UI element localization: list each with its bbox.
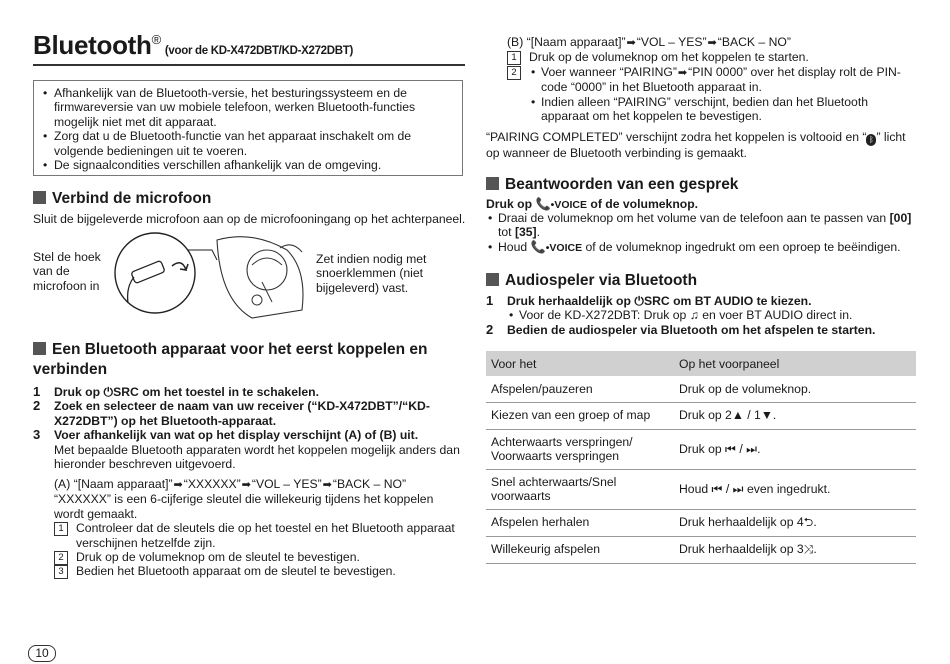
audio-step-1: 1 Druk herhaaldelijk op ⏻SRC om BT AUDIO te kiezen. xyxy=(486,293,812,308)
mic-text: Sluit de bijgeleverde microfoon aan op de microfooningang op het achterpaneel. xyxy=(33,212,466,226)
answer-lead: Druk op 📞•VOICE of de volumeknop. xyxy=(486,197,699,211)
arrow-right-icon: ➡ xyxy=(322,479,332,491)
column-header: Op het voorpaneel xyxy=(674,351,916,376)
step-2: 2 Zoek en selecteer de naam van uw receiver (“KD-X472DBT”/“KD-X272DBT”) op het Bluetooth-apparaat. xyxy=(33,398,430,428)
step-3: 3 Voer afhankelijk van wat op het display verschijnt (A) of (B) uit. Met bepaalde Bluetooth apparaten wordt het koppelen mogelijk anders dan hieronder beschreven uitgevoerd. xyxy=(33,427,460,472)
arrow-right-icon: ➡ xyxy=(707,37,717,49)
option-a-substep-2: 2 Druk op de volumeknop om de sleutel te bevestigen. xyxy=(54,550,474,564)
table-header-row xyxy=(486,351,916,376)
music-note-icon: ♫ xyxy=(689,308,699,323)
power-icon: ⏻ xyxy=(634,294,644,308)
option-a-substep-1: 1 Controleer dat de sleutels die op het toestel en het Bluetooth apparaat verschijnen hetzelfde zijn. xyxy=(54,521,474,550)
step-1: 1 Druk op ⏻SRC om het toestel in te schakelen. xyxy=(33,384,319,399)
table-row: Snel achterwaarts/Snel voorwaarts Houd ⏮ / ⏭ even ingedrukt. xyxy=(486,469,916,509)
option-b-substep-1: 1 Druk op de volumeknop om het koppelen te starten. xyxy=(507,50,917,64)
section-heading-answer: Beantwoorden van een gesprek xyxy=(486,175,738,195)
option-a-substep-3: 3 Bedien het Bluetooth apparaat om de sleutel te bevestigen. xyxy=(54,564,474,578)
arrow-right-icon: ➡ xyxy=(626,37,636,49)
table-row: Afspelen/pauzeren Druk op de volumeknop. xyxy=(486,376,916,402)
title-divider xyxy=(33,64,465,66)
phone-icon: 📞 xyxy=(530,239,546,254)
audio-step-2: 2 Bedien de audiospeler via Bluetooth om het afspelen te starten. xyxy=(486,321,876,337)
arrow-right-icon: ➡ xyxy=(677,66,688,79)
section-heading-audio: Audiospeler via Bluetooth xyxy=(486,271,697,291)
microphone-illustration xyxy=(112,230,312,322)
answer-bullets xyxy=(486,211,916,255)
mic-label-right: Zet indien nodig met snoerklemmen (niet bijgeleverd) vast. xyxy=(316,252,427,295)
page-title: Bluetooth®(voor de KD-X472DBT/KD-X272DBT) xyxy=(33,30,354,60)
notes-box xyxy=(33,80,463,176)
arrow-right-icon: ➡ xyxy=(241,479,251,491)
note-item: • Zorg dat u de Bluetooth-functie van het apparaat inschakelt om de volgende bedieningen uit te voeren. xyxy=(54,129,454,158)
column-header: Voor het xyxy=(486,351,674,376)
audio-step-1-note: • Voor de KD-X272DBT: Druk op ♫ en voer BT AUDIO direct in. xyxy=(507,308,916,322)
option-a-note: “XXXXXX” is een 6-cijferige sleutel die willekeurig tijdens het koppelen wordt gemaakt. xyxy=(54,492,434,521)
phone-icon: 📞 xyxy=(535,197,551,211)
table-row: Achterwaarts verspringen/ Voorwaarts verspringen Druk op ⏮ / ⏭. xyxy=(486,429,916,469)
table-row: Kiezen van een groep of map Druk op 2▲ / 1▼. xyxy=(486,402,916,429)
option-b xyxy=(507,35,917,123)
arrow-right-icon: ➡ xyxy=(173,479,183,491)
power-icon: ⏻ xyxy=(103,385,114,399)
section-heading-pairing: Een Bluetooth apparaat voor het eerst koppelen en verbinden xyxy=(33,341,428,378)
pairing-completed-text: “PAIRING COMPLETED” verschijnt zodra het koppelen is voltooid en “ ᛒ ” licht op wanneer de Bluetooth verbinding is gemaakt. xyxy=(486,130,906,160)
option-b-substep-2: 2 • Voer wanneer “PAIRING”➡“PIN 0000” over het display rolt de PIN-code “0000” in het Bluetooth apparaat in. • Indien alleen “PAIRING” verschijnt, bedien dan het Bluetooth apparaat om het koppelen te bevestigen. xyxy=(507,65,917,124)
note-item: • De signaalcondities verschillen afhankelijk van de omgeving. xyxy=(54,158,454,172)
model-subtitle: (voor de KD-X472DBT/KD-X272DBT) xyxy=(164,45,354,57)
option-b-sequence: (B) “[Naam apparaat]”➡“VOL – YES”➡“BACK – NO” xyxy=(507,35,791,49)
option-a-sequence: (A) “[Naam apparaat]”➡“XXXXXX”➡“VOL – YES”➡“BACK – NO” xyxy=(54,477,407,491)
table-row: Afspelen herhalen Druk herhaaldelijk op 4⮌. xyxy=(486,509,916,536)
section-heading-microphone: Verbind de microfoon xyxy=(33,189,211,209)
note-item: • Afhankelijk van de Bluetooth-versie, het besturingssysteem en de firmwareversie van uw mobiele telefoon, werken Bluetooth-functies mogelijk niet met dit apparaat. xyxy=(54,86,454,129)
option-a xyxy=(54,477,474,579)
table-row: Willekeurig afspelen Druk herhaaldelijk op 3⤨. xyxy=(486,536,916,563)
operations-table xyxy=(486,351,916,564)
bluetooth-icon: ᛒ xyxy=(866,134,876,146)
pairing-steps xyxy=(33,385,473,471)
answer-bullet-end-call: • Houd 📞•VOICE of de volumeknop ingedrukt om een oproep te beëindigen. xyxy=(486,240,916,255)
mic-label-left: Stel de hoek van de microfoon in xyxy=(33,250,101,293)
answer-bullet-volume: • Draai de volumeknop om het volume van de telefoon aan te passen van [00] tot [35]. xyxy=(486,211,916,240)
audio-steps xyxy=(486,294,916,337)
page-number: 10 xyxy=(28,645,56,662)
